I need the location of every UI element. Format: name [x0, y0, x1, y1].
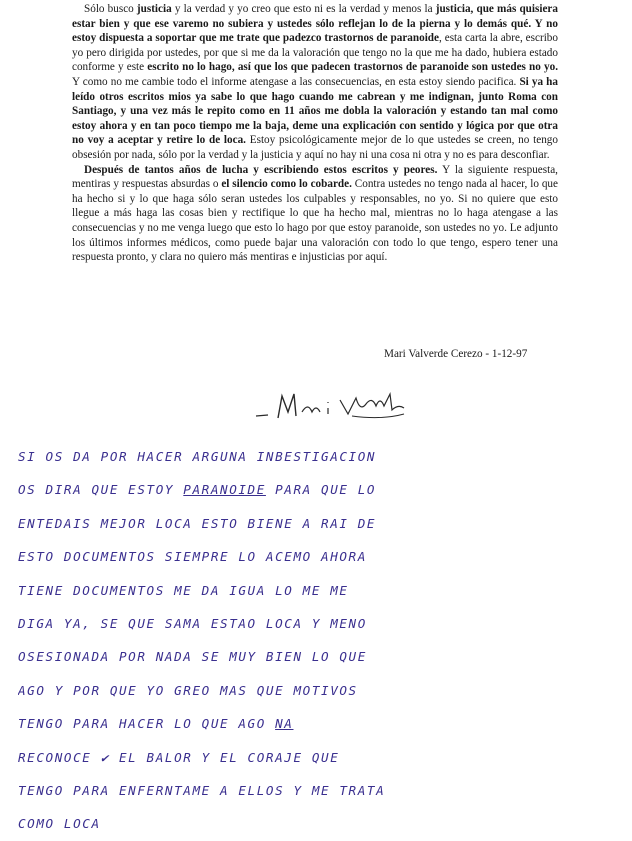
p1-seg: escrito no lo hago, así que los que padecen trastornos de paranoide son ustedes no yo. [147, 61, 558, 74]
p1-seg: justicia, que más quisiera estar bien y que ese varemo no subiera y ustedes sólo reflejan lo de la pierna y lo demás qué. Y no estoy dispuesta a soportar que me trate que padezco trastornos de paranoide [72, 3, 558, 45]
paragraph-1 [72, 2, 558, 163]
hand-line: TIENE DOCUMENTOS ME DA IGUA LO ME ME [18, 582, 349, 598]
hand-line: DIGA YA, SE QUE SAMA ESTAO LOCA Y MENO [18, 616, 367, 632]
hand-line: ENTEDAIS MEJOR LOCA ESTO BIENE A RAI DE [18, 515, 377, 531]
signature-date-line: Mari Valverde Cerezo - 1-12-97 [384, 348, 528, 360]
p2-seg: el silencio como lo cobarde. [221, 178, 352, 191]
hand-line: COMO LOCA [18, 816, 101, 832]
hand-line: OSESIONADA POR NADA SE MUY BIEN LO QUE [18, 649, 367, 665]
p1-seg: Y como no me cambie todo el informe atengase a las consecuencias, en esta estoy siendo pacifica. [72, 75, 520, 88]
p1-seg: Sólo busco [84, 3, 137, 15]
hand-line: AGO Y POR QUE YO GREO MAS QUE MOTIVOS [18, 682, 358, 698]
handwritten-signature [252, 386, 422, 426]
p2-seg: Contra ustedes no tengo nada al hacer, lo que ha hecho si y lo que haga sólo seran ustedes los culpables y responsables, no yo. Si no quiere que esto llegue a más haga las cosas bien y rectifique lo que ha hecho mal, mientras no lo haga atengase a las consecuencias y no me venga luego que esto lo hago por que estoy paranoide, son ustedes no yo. Le adjunto los últimos informes médicos, como puede bajar una valoración con todo lo que tengo, espero tener una respuesta pronto, y clara no quiero más mentiras e injusticias por aquí. [72, 178, 558, 264]
p1-seg: , esta carta la abre, escribo yo pero dirigida por ustedes, por que si me da la valoración que tengo no la que me ha dado, hubiera estado conforme y este [72, 32, 558, 74]
p2-seg: Después de tantos años de lucha y escribiendo estos escritos y peores. [84, 163, 438, 176]
typed-letter [72, 2, 558, 265]
hand-line: SI OS DA POR HACER ARGUNA INBESTIGACION [18, 449, 377, 464]
p1-seg: Si ya ha leído otros escritos mios ya sabe lo que hago cuando me cabrean y me indignan, junto Roma con Santiago, y una vez más le repito como en 11 años me dobla la valoración y estando tan mal como estoy ahora y en tan poco tiempo me la baja, deme una explicación con sentido y lógica por que otra no voy a aceptar y retire lo de loca. [72, 75, 558, 147]
p2-seg: Y la siguiente respuesta, mentiras y respuestas absurdas o [72, 163, 558, 191]
p1-seg: Estoy psicológicamente mejor de lo que ustedes se creen, no tengo obsesión por nada, sólo por la verdad y la justicia y aquí no hay ni una cosa ni otra y no es para desconfiar. [72, 134, 558, 161]
hand-line: RECONOCE ✔ EL BALOR Y EL CORAJE QUE [18, 749, 340, 765]
hand-line: OS DIRA QUE ESTOY PARANOIDE PARA QUE LO [18, 482, 377, 498]
hand-line: ESTO DOCUMENTOS SIEMPRE LO ACEMO AHORA [18, 549, 367, 565]
paragraph-2 [72, 163, 558, 265]
hand-line: TENGO PARA HACER LO QUE AGO NA [18, 716, 294, 732]
p1-seg: justicia [136, 3, 172, 15]
hand-line: TENGO PARA ENFERNTAME A ELLOS Y ME TRATA [18, 783, 386, 799]
handwritten-note [18, 440, 618, 841]
p1-seg: y la verdad y yo creo que esto ni es la verdad y menos la [171, 3, 436, 15]
